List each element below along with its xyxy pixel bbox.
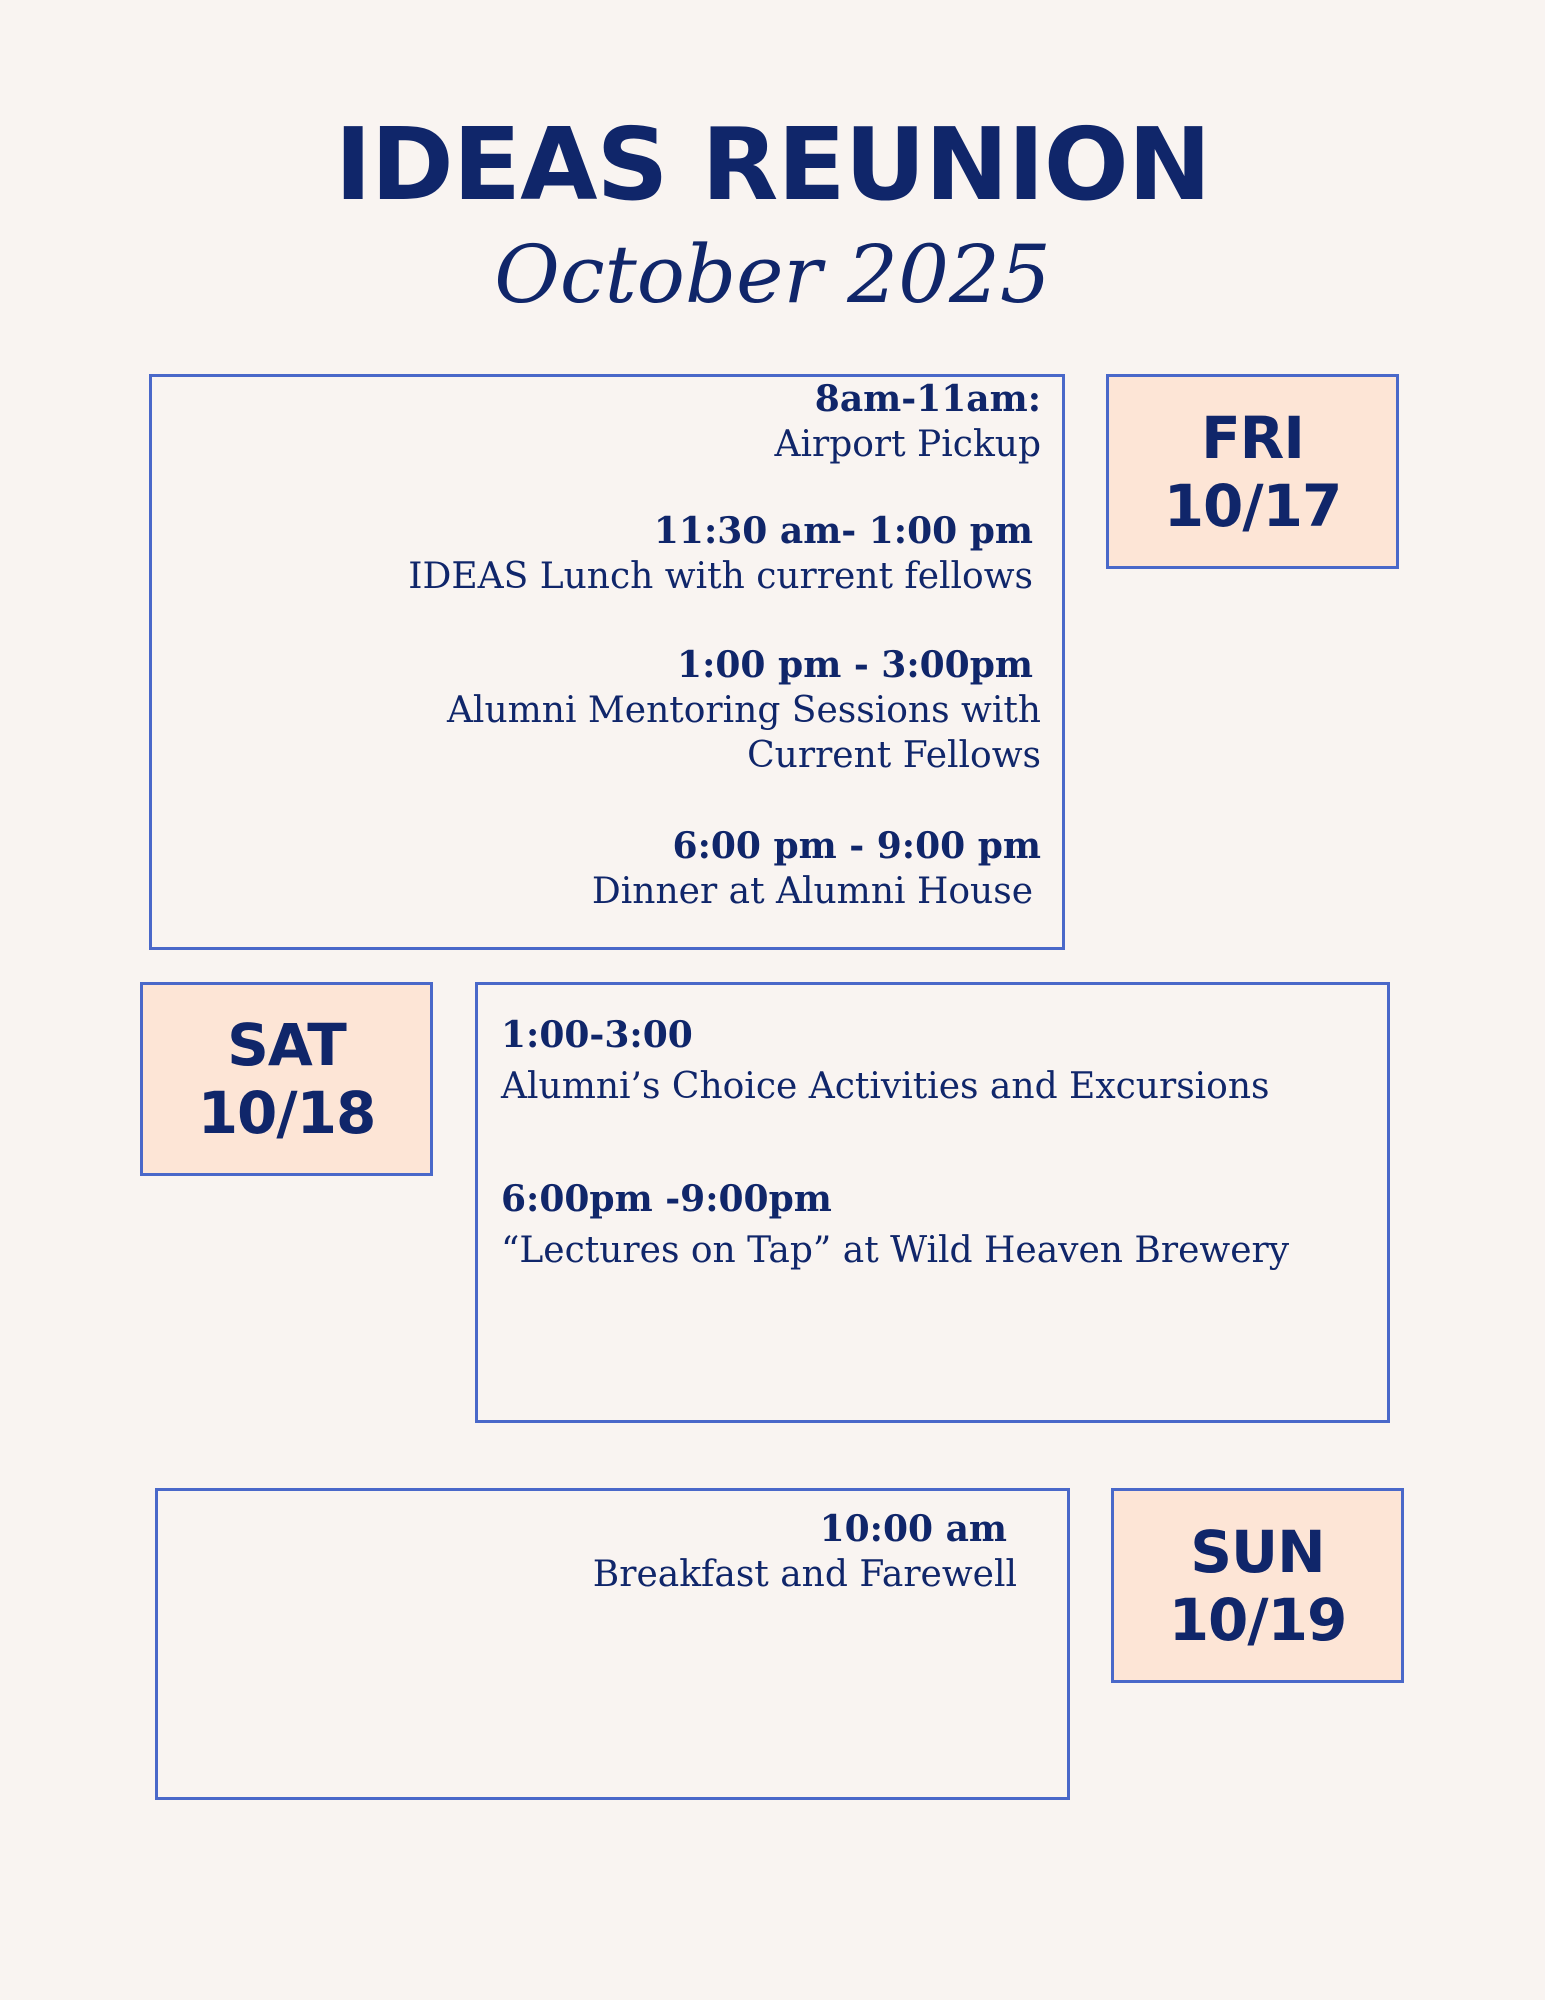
event-description: “Lectures on Tap” at Wild Heaven Brewery — [501, 1230, 1290, 1271]
event-description: Dinner at Alumni House — [591, 871, 1033, 912]
event-description: Breakfast and Farewell — [592, 1554, 1017, 1595]
day-label-friday — [1106, 374, 1399, 569]
event-time: 1:00-3:00 — [501, 1014, 693, 1056]
event-time: 8am-11am: — [814, 378, 1041, 420]
friday-schedule-box — [149, 374, 1065, 950]
event-time: 6:00pm -9:00pm — [501, 1178, 832, 1220]
schedule-event — [252, 643, 1041, 778]
event-description: IDEAS Lunch with current fellows — [408, 556, 1033, 597]
page-subtitle: October 2025 — [494, 228, 1051, 321]
schedule-event — [501, 1173, 1367, 1277]
day-date: 10/17 — [1163, 471, 1342, 540]
event-description: Airport Pickup — [774, 424, 1041, 465]
event-time: 10:00 am — [819, 1508, 1007, 1550]
day-date: 10/19 — [1168, 1585, 1347, 1654]
event-time: 1:00 pm - 3:00pm — [677, 644, 1033, 686]
schedule-event — [258, 1507, 1017, 1597]
schedule-event — [252, 377, 1041, 467]
event-time: 11:30 am- 1:00 pm — [653, 510, 1033, 552]
day-name: FRI — [1201, 403, 1304, 472]
event-description: Alumni Mentoring Sessions with Current Fellows — [446, 690, 1041, 776]
saturday-schedule-box — [475, 982, 1390, 1423]
event-description: Alumni’s Choice Activities and Excursions — [501, 1066, 1270, 1107]
event-time: 6:00 pm - 9:00 pm — [672, 825, 1041, 867]
day-date: 10/18 — [197, 1079, 376, 1147]
schedule-event — [252, 509, 1041, 599]
page-title: IDEAS REUNION — [334, 106, 1211, 223]
day-label-sunday — [1111, 1488, 1404, 1683]
day-name: SAT — [227, 1011, 346, 1079]
day-label-saturday — [140, 982, 433, 1176]
schedule-event — [252, 824, 1041, 914]
day-name: SUN — [1190, 1517, 1325, 1586]
sunday-schedule-box — [155, 1488, 1070, 1800]
schedule-event — [501, 1009, 1367, 1113]
